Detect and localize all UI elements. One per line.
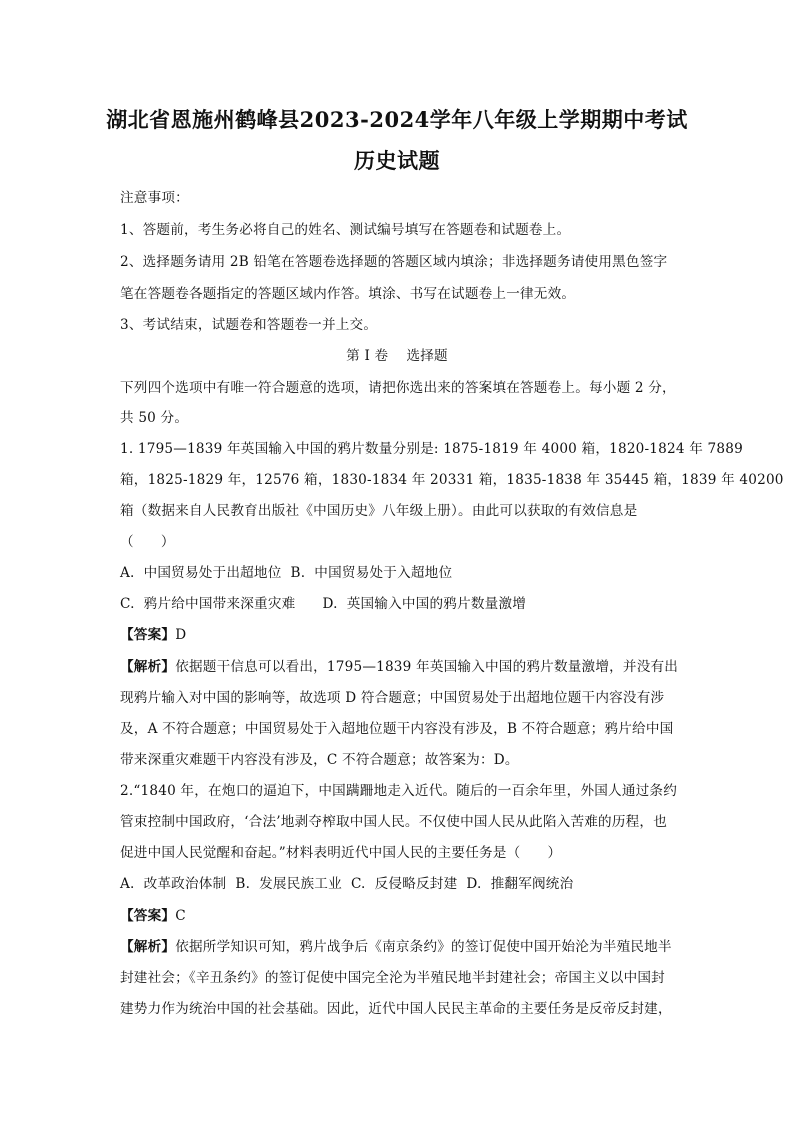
question-1-line: 1. 1795—1839 年英国输入中国的鸦片数量分别是: 1875-1819 年 4000 箱，1820-1824 年 7889	[120, 441, 743, 457]
analysis-text: 现鸦片输入对中国的影响等，故选项 D 符合题意；中国贸易处于出超地位题干内容没有涉	[120, 690, 665, 706]
notice-line: 1、答题前，考生务必将自己的姓名、测试编号填写在答题卷和试题卷上。	[120, 222, 571, 238]
question-1-options: C. 鸦片给中国带来深重灾难 D. 英国输入中国的鸦片数量激增	[120, 596, 527, 612]
analysis-text: 带来深重灾难题干内容没有涉及，C 不符合题意；故答案为：D。	[120, 752, 519, 768]
analysis-label: 【解析】	[120, 659, 176, 675]
notice-heading: 注意事项：	[120, 190, 189, 206]
question-1-analysis	[120, 655, 680, 675]
question-2-line: 促进中国人民觉醒和奋起。”材料表明近代中国人民的主要任务是（ ）	[120, 845, 562, 861]
analysis-text: 及，A 不符合题意；中国贸易处于入超地位题干内容没有涉及，B 不符合题意；鸦片给中国	[120, 721, 674, 737]
question-2-answer	[120, 904, 680, 924]
analysis-text: 依据所学知识可知，鸦片战争后《南京条约》的签订促使中国开始沦为半殖民地半	[175, 939, 672, 955]
notice-line: 笔在答题卷各题指定的答题区域内作答。填涂、书写在试题卷上一律无效。	[120, 286, 576, 302]
question-2-options: A. 改革政治体制 B. 发展民族工业 C. 反侵略反封建 D. 推翻军阀统治	[120, 876, 574, 892]
analysis-text: 建势力作为统治中国的社会基础。因此，近代中国人民民主革命的主要任务是反帝反封建，	[120, 1001, 672, 1017]
question-1-options: A. 中国贸易处于出超地位 B. 中国贸易处于入超地位	[120, 565, 453, 581]
question-1-line: 箱（数据来自人民教育出版社《中国历史》八年级上册）。由此可以获取的有效信息是	[120, 503, 638, 519]
answer-label: 【答案】	[120, 627, 176, 643]
question-1-answer	[120, 623, 680, 643]
question-2-analysis	[120, 935, 680, 955]
question-2-line: 管束控制中国政府，‘合法’地剥夺榨取中国人民。不仅使中国人民从此陷入苦难的历程，也	[120, 814, 667, 830]
question-1-line: （ ）	[120, 534, 175, 550]
analysis-text: 封建社会；《辛丑条约》的签订促使中国完全沦为半殖民地半封建社会；帝国主义以中国封	[120, 970, 665, 986]
answer-value: D	[175, 627, 187, 643]
answer-label: 【答案】	[120, 908, 176, 924]
question-1-line: 箱，1825-1829 年，12576 箱，1830-1834 年 20331 箱，1835-1838 年 35445 箱，1839 年 40200	[120, 472, 784, 488]
instruction-line: 下列四个选项中有唯一符合题意的选项，请把你选出来的答案填在答题卷上。每小题 2 分，	[120, 380, 676, 396]
section-title: 第 I 卷 选择题	[346, 348, 448, 364]
document-title: 湖北省恩施州鹤峰县2023-2024学年八年级上学期期中考试	[106, 107, 688, 132]
instruction-line: 共 50 分。	[120, 410, 189, 426]
analysis-text: 依据题干信息可以看出，1795—1839 年英国输入中国的鸦片数量激增，并没有出	[175, 659, 679, 675]
document-subtitle: 历史试题	[354, 148, 440, 173]
answer-value: C	[175, 908, 186, 924]
notice-line: 2、选择题务请用 2B 铅笔在答题卷选择题的答题区域内填涂；非选择题务请使用黑色签字	[120, 254, 668, 270]
notice-line: 3、考试结束，试题卷和答题卷一并上交。	[120, 317, 378, 333]
analysis-label: 【解析】	[120, 939, 176, 955]
question-2-line: 2.“1840 年，在炮口的逼迫下，中国蹒跚地走入近代。随后的一百余年里，外国人通过条约	[120, 783, 678, 799]
